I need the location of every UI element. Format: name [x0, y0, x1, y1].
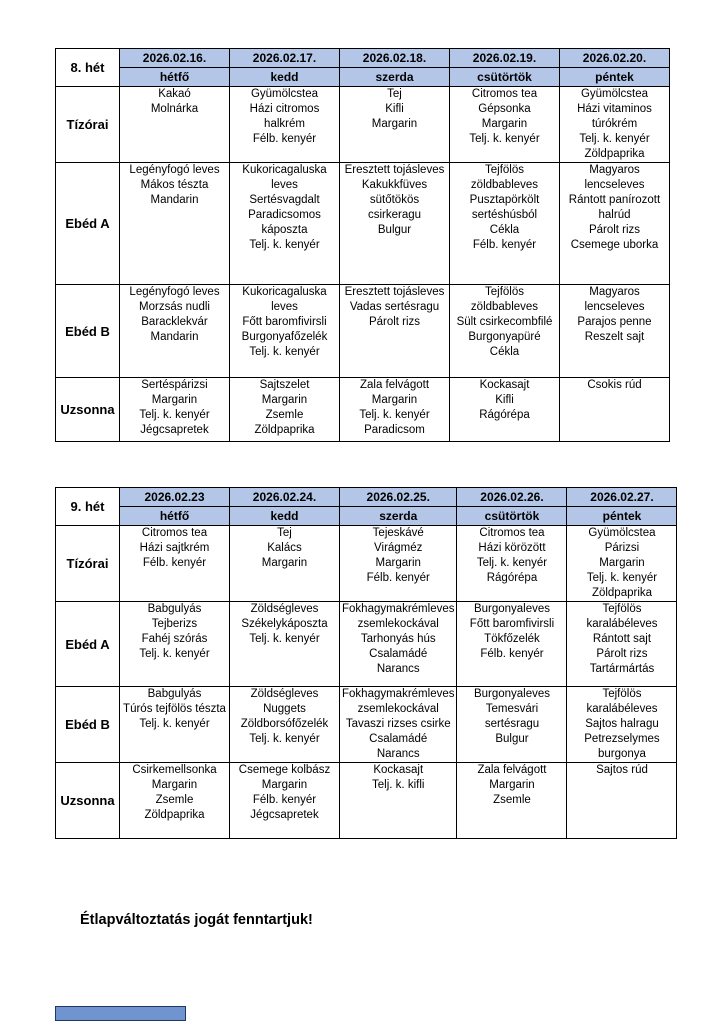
- menu-item: Fokhagymakrémleves zsemlekockával: [342, 688, 455, 715]
- menu-item: Sajtszelet: [259, 379, 310, 391]
- menu-cell: [120, 763, 230, 839]
- menu-row: [56, 602, 677, 687]
- menu-cell: [230, 163, 340, 285]
- menu-cell: [340, 285, 450, 378]
- menu-item: Mandarin: [150, 331, 199, 343]
- menu-item: Mandarin: [150, 194, 199, 206]
- menu-item: Burgonyafőzelék: [241, 331, 328, 343]
- menu-item: Telj. k. kenyér: [469, 133, 540, 145]
- date-cell: 2026.02.24.: [230, 488, 340, 507]
- menu-cell: [340, 526, 457, 602]
- menu-item: Tökfőzelék: [484, 633, 540, 645]
- menu-item: Zsemle: [493, 794, 531, 806]
- menu-item: Kockasajt: [373, 764, 424, 776]
- menu-row: [56, 687, 677, 763]
- menu-cell: [450, 285, 560, 378]
- menu-item: Narancs: [376, 663, 420, 675]
- menu-item: Babgulyás: [147, 603, 202, 615]
- menu-item: Házi vitaminos túrókrém: [577, 103, 652, 130]
- menu-cell: [230, 378, 340, 442]
- menu-item: Félb. kenyér: [252, 133, 317, 145]
- menu-item: Gyümölcstea: [250, 88, 319, 100]
- menu-cell: [120, 687, 230, 763]
- menu-item: Margarin: [371, 118, 418, 130]
- menu-item: Tejeskávé: [372, 527, 424, 539]
- menu-item: Reszelt sajt: [584, 331, 645, 343]
- day-cell: péntek: [560, 68, 670, 87]
- menu-item: Rántott sajt: [592, 633, 652, 645]
- menu-item: Zala felvágott: [477, 764, 547, 776]
- menu-item: Házi sajtkrém: [139, 542, 210, 554]
- menu-item: Csokis rúd: [587, 379, 642, 391]
- footer-note: Étlapváltoztatás jogát fenntartjuk!: [80, 912, 313, 928]
- menu-item: Csalamádé: [369, 733, 428, 745]
- menu-cell: [567, 526, 677, 602]
- menu-item: Kockasajt: [479, 379, 530, 391]
- row-label: Ebéd B: [56, 687, 120, 763]
- row-label: Uzsonna: [56, 378, 120, 442]
- menu-item: Kifli: [385, 103, 404, 115]
- menu-cell: [120, 285, 230, 378]
- menu-item: Margarin: [151, 779, 198, 791]
- menu-cell: [230, 87, 340, 163]
- menu-cell: [340, 163, 450, 285]
- menu-item: Cékla: [489, 346, 520, 358]
- menu-item: Sertésvagdalt: [249, 194, 320, 206]
- menu-item: Tej: [387, 88, 402, 100]
- menu-cell: [230, 526, 340, 602]
- menu-cell: [457, 687, 567, 763]
- menu-item: Félb. kenyér: [366, 572, 430, 584]
- row-label: Uzsonna: [56, 763, 120, 839]
- menu-item: Legényfogó leves: [129, 286, 220, 298]
- menu-cell: [230, 763, 340, 839]
- menu-cell: [560, 378, 670, 442]
- menu-item: Rágórépa: [486, 572, 538, 584]
- day-cell: szerda: [340, 507, 457, 526]
- menu-item: Kukoricagaluska leves: [242, 164, 327, 191]
- menu-item: Fahéj szórás: [141, 633, 208, 645]
- tables-root: [55, 48, 677, 839]
- menu-item: Csirkemellsonka: [132, 764, 217, 776]
- menu-item: Paradicsom: [364, 424, 425, 436]
- menu-item: Zöldpaprika: [584, 148, 645, 160]
- menu-item: Telj. k. kifli: [372, 779, 425, 791]
- menu-item: Kifli: [495, 394, 514, 406]
- menu-cell: [340, 687, 457, 763]
- menu-item: Telj. k. kenyér: [476, 557, 548, 569]
- menu-item: Telj. k. kenyér: [579, 133, 650, 145]
- menu-item: Burgonyaleves: [473, 688, 551, 700]
- menu-item: Citromos tea: [471, 88, 538, 100]
- menu-cell: [450, 163, 560, 285]
- menu-item: Eresztett tojásleves: [344, 164, 445, 176]
- menu-item: Magyaros lencseleves: [584, 164, 645, 191]
- row-label: Ebéd B: [56, 285, 120, 378]
- menu-item: Kakaó: [158, 88, 191, 100]
- menu-item: Párolt rizs: [596, 648, 648, 660]
- menu-item: Molnárka: [150, 103, 199, 115]
- day-cell: csütörtök: [457, 507, 567, 526]
- menu-item: Citromos tea: [141, 527, 208, 539]
- menu-item: Tejfölös zöldbableves: [470, 286, 539, 313]
- menu-item: Félb. kenyér: [252, 794, 317, 806]
- menu-item: Fokhagymakrémleves zsemlekockával: [342, 603, 455, 630]
- row-label: Ebéd A: [56, 163, 120, 285]
- menu-item: Gyümölcstea: [588, 527, 656, 539]
- menu-item: Mákos tészta: [140, 179, 209, 191]
- menu-item: Margarin: [151, 394, 198, 406]
- menu-item: Parajos penne: [577, 316, 652, 328]
- menu-item: Paradicsomos káposzta: [248, 209, 321, 236]
- menu-item: Házi citromos halkrém: [249, 103, 320, 130]
- week-table-8ht: [55, 48, 670, 442]
- menu-item: Párolt rizs: [368, 316, 421, 328]
- menu-row: [56, 378, 670, 442]
- menu-cell: [230, 602, 340, 687]
- menu-cell: [230, 285, 340, 378]
- header-date-row: [56, 49, 670, 68]
- menu-cell: [120, 602, 230, 687]
- menu-item: Telj. k. kenyér: [249, 239, 320, 251]
- menu-cell: [340, 378, 450, 442]
- day-cell: hétfő: [120, 507, 230, 526]
- week-label: 9. hét: [56, 488, 120, 526]
- menu-item: Tejfölös karalábéleves: [586, 603, 658, 630]
- row-label: Tízórai: [56, 526, 120, 602]
- date-cell: 2026.02.25.: [340, 488, 457, 507]
- day-cell: hétfő: [120, 68, 230, 87]
- day-cell: szerda: [340, 68, 450, 87]
- day-cell: csütörtök: [450, 68, 560, 87]
- menu-cell: [457, 602, 567, 687]
- menu-item: Tavaszi rizses csirke: [345, 718, 451, 730]
- menu-item: Sertéspárizsi: [141, 379, 208, 391]
- menu-item: Telj. k. kenyér: [359, 409, 430, 421]
- menu-item: Zöldpaprika: [591, 587, 653, 599]
- menu-row: [56, 285, 670, 378]
- menu-item: Telj. k. kenyér: [139, 648, 210, 660]
- menu-item: Nuggets: [263, 703, 306, 715]
- date-cell: 2026.02.27.: [567, 488, 677, 507]
- date-cell: 2026.02.18.: [340, 49, 450, 68]
- menu-item: Tejberizs: [151, 618, 198, 630]
- menu-item: Sajtos halragu: [585, 718, 659, 730]
- week-table-9ht: [55, 487, 677, 839]
- menu-item: Legényfogó leves: [129, 164, 220, 176]
- menu-item: Zöldborsófőzelék: [240, 718, 329, 730]
- menu-item: Főtt baromfivirsli: [242, 316, 327, 328]
- menu-cell: [567, 687, 677, 763]
- menu-item: Telj. k. kenyér: [249, 633, 320, 645]
- menu-item: Félb. kenyér: [472, 239, 537, 251]
- menu-cell: [120, 87, 230, 163]
- menu-item: Jégcsapretek: [140, 424, 209, 436]
- menu-item: Pusztapörkölt sertéshúsból: [469, 194, 540, 221]
- menu-item: Margarin: [261, 394, 308, 406]
- menu-item: Bulgur: [377, 224, 412, 236]
- menu-item: Tejfölös karalábéleves: [586, 688, 658, 715]
- week-label: 8. hét: [56, 49, 120, 87]
- row-label: Tízórai: [56, 87, 120, 163]
- date-cell: 2026.02.17.: [230, 49, 340, 68]
- menu-item: Margarin: [489, 779, 535, 791]
- menu-item: Telj. k. kenyér: [249, 733, 320, 745]
- date-cell: 2026.02.23: [120, 488, 230, 507]
- menu-cell: [560, 87, 670, 163]
- menu-item: Székelykáposzta: [241, 618, 328, 630]
- menu-item: Vadas sertésragu: [349, 301, 440, 313]
- menu-item: Margarin: [599, 557, 645, 569]
- menu-item: Margarin: [481, 118, 528, 130]
- menu-cell: [567, 763, 677, 839]
- menu-item: Eresztett tojásleves: [344, 286, 445, 298]
- menu-item: Margarin: [371, 394, 418, 406]
- day-cell: péntek: [567, 507, 677, 526]
- menu-item: Sült csirkecombfilé: [456, 316, 553, 328]
- menu-cell: [560, 285, 670, 378]
- menu-item: Jégcsapretek: [250, 809, 319, 821]
- menu-item: Párolt rizs: [588, 224, 641, 236]
- menu-row: [56, 526, 677, 602]
- menu-item: Baracklekvár: [141, 316, 208, 328]
- menu-item: Tartármártás: [589, 663, 655, 675]
- menu-item: Kalács: [267, 542, 302, 554]
- menu-cell: [340, 763, 457, 839]
- menu-item: Margarin: [261, 779, 308, 791]
- row-label: Ebéd A: [56, 602, 120, 687]
- menu-cell: [560, 163, 670, 285]
- next-table-fragment: [55, 1006, 186, 1021]
- menu-item: Párizsi: [604, 542, 640, 554]
- date-cell: 2026.02.19.: [450, 49, 560, 68]
- menu-item: Tejfölös zöldbableves: [470, 164, 539, 191]
- menu-item: Petrezselymes burgonya: [584, 733, 660, 760]
- menu-item: Csemege kolbász: [238, 764, 331, 776]
- menu-cell: [450, 378, 560, 442]
- menu-item: Narancs: [376, 748, 420, 760]
- menu-cell: [450, 87, 560, 163]
- menu-item: Kakukkfüves sütőtökös csirkeragu: [361, 179, 428, 221]
- header-day-row: [56, 507, 677, 526]
- menu-item: Félb. kenyér: [480, 648, 544, 660]
- menu-item: Zsemle: [265, 409, 304, 421]
- menu-item: Burgonyapüré: [468, 331, 541, 343]
- menu-item: Gépsonka: [478, 103, 531, 115]
- menu-item: Csemege uborka: [570, 239, 659, 251]
- menu-item: Babgulyás: [147, 688, 202, 700]
- menu-row: [56, 763, 677, 839]
- menu-item: Csalamádé: [369, 648, 428, 660]
- menu-item: Magyaros lencseleves: [584, 286, 645, 313]
- menu-item: Főtt baromfivirsli: [469, 618, 555, 630]
- menu-item: Bulgur: [495, 733, 529, 745]
- menu-cell: [457, 763, 567, 839]
- menu-item: Sajtos rúd: [596, 764, 648, 776]
- menu-item: Zöldségleves: [250, 688, 319, 700]
- day-cell: kedd: [230, 68, 340, 87]
- header-date-row: [56, 488, 677, 507]
- menu-item: Tej: [277, 527, 292, 539]
- menu-item: Zöldpaprika: [144, 809, 205, 821]
- menu-row: [56, 163, 670, 285]
- menu-item: Kukoricagaluska leves: [242, 286, 327, 313]
- date-cell: 2026.02.16.: [120, 49, 230, 68]
- menu-item: Gyümölcstea: [580, 88, 649, 100]
- menu-item: Margarin: [261, 557, 308, 569]
- menu-cell: [120, 163, 230, 285]
- menu-cell: [457, 526, 567, 602]
- menu-cell: [567, 602, 677, 687]
- menu-item: Zöldpaprika: [254, 424, 315, 436]
- menu-item: Rágórépa: [479, 409, 530, 421]
- menu-item: Rántott panírozott halrúd: [568, 194, 661, 221]
- menu-cell: [120, 378, 230, 442]
- menu-item: Zsemle: [155, 794, 194, 806]
- menu-item: Margarin: [375, 557, 421, 569]
- menu-item: Morzsás nudli: [139, 301, 210, 313]
- menu-cell: [340, 602, 457, 687]
- menu-item: Cékla: [489, 224, 520, 236]
- menu-item: Tarhonyás hús: [360, 633, 436, 645]
- menu-row: [56, 87, 670, 163]
- menu-item: Telj. k. kenyér: [139, 718, 210, 730]
- menu-item: Citromos tea: [479, 527, 545, 539]
- menu-cell: [340, 87, 450, 163]
- menu-item: Zala felvágott: [359, 379, 430, 391]
- day-cell: kedd: [230, 507, 340, 526]
- date-cell: 2026.02.20.: [560, 49, 670, 68]
- menu-item: Túrós tejfölös tészta: [123, 703, 226, 715]
- header-day-row: [56, 68, 670, 87]
- menu-item: Telj. k. kenyér: [139, 409, 210, 421]
- menu-item: Telj. k. kenyér: [586, 572, 658, 584]
- menu-item: Zöldségleves: [250, 603, 319, 615]
- menu-cell: [230, 687, 340, 763]
- menu-item: Burgonyaleves: [473, 603, 551, 615]
- date-cell: 2026.02.26.: [457, 488, 567, 507]
- menu-item: Házi körözött: [478, 542, 546, 554]
- menu-item: Félb. kenyér: [142, 557, 207, 569]
- menu-item: Virágméz: [374, 542, 423, 554]
- menu-item: Telj. k. kenyér: [249, 346, 320, 358]
- menu-item: Temesvári sertésragu: [484, 703, 540, 730]
- menu-cell: [120, 526, 230, 602]
